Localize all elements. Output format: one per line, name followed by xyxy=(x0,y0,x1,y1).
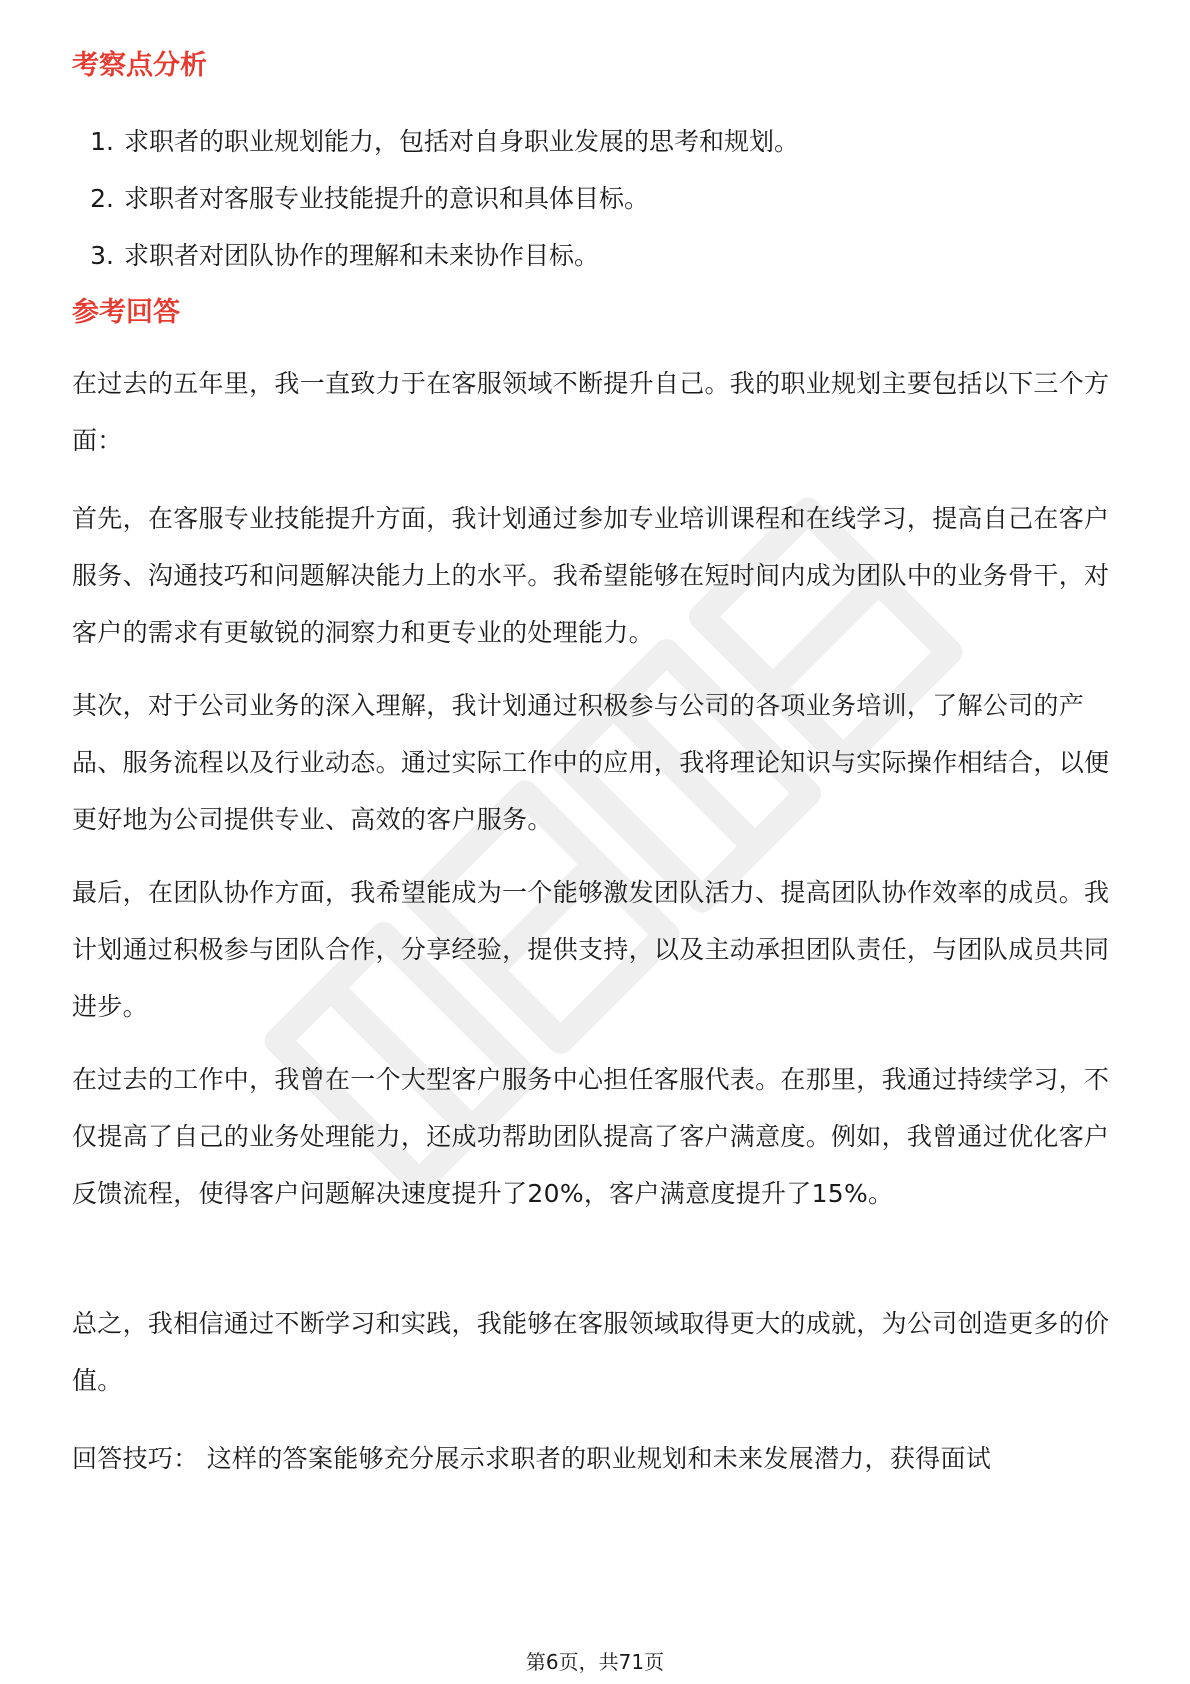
analysis-list xyxy=(72,125,799,296)
page-number: 第6页，共71页 xyxy=(525,1650,665,1674)
paragraph-summary: 总之，我相信通过不断学习和实践，我能够在客服领域取得更大的成就，为公司创造更多的价值。 xyxy=(72,1309,1110,1395)
list-item xyxy=(72,182,799,239)
list-item-text: 求职者对团队协作的理解和未来协作目标。 xyxy=(124,241,600,270)
list-item-number: 3. xyxy=(90,241,114,270)
list-item-text: 求职者的职业规划能力，包括对自身职业发展的思考和规划。 xyxy=(124,127,800,156)
list-item-text: 求职者对客服专业技能提升的意识和具体目标。 xyxy=(124,184,650,213)
list-item xyxy=(72,125,799,182)
paragraph-first: 首先，在客服专业技能提升方面，我计划通过参加专业培训课程和在线学习，提高自己在客户服务、沟通技巧和问题解决能力上的水平。我希望能够在短时间内成为团队中的业务骨干，对客户的需求有更敏锐的洞察力和更专业的处理能力。 xyxy=(72,504,1110,647)
list-item-number: 2. xyxy=(90,184,114,213)
paragraph-last: 最后，在团队协作方面，我希望能成为一个能够激发团队活力、提高团队协作效率的成员。我计划通过积极参与团队合作，分享经验，提供支持，以及主动承担团队责任，与团队成员共同进步。 xyxy=(72,878,1110,1021)
paragraph-intro: 在过去的五年里，我一直致力于在客服领域不断提升自己。我的职业规划主要包括以下三个方面： xyxy=(72,369,1110,455)
list-item xyxy=(72,239,799,296)
analysis-heading: 考察点分析 xyxy=(72,50,207,81)
paragraph-experience: 在过去的工作中，我曾在一个大型客户服务中心担任客服代表。在那里，我通过持续学习，不仅提高了自己的业务处理能力，还成功帮助团队提高了客户满意度。例如，我曾通过优化客户反馈流程，使得客户问题解决速度提升了20%，客户满意度提升了15%。 xyxy=(72,1065,1110,1208)
answer-heading: 参考回答 xyxy=(72,297,180,328)
paragraph-tips: 回答技巧： 这样的答案能够充分展示求职者的职业规划和未来发展潜力，获得面试 xyxy=(72,1444,992,1473)
paragraph-second: 其次，对于公司业务的深入理解，我计划通过积极参与公司的各项业务培训，了解公司的产品、服务流程以及行业动态。通过实际工作中的应用，我将理论知识与实际操作相结合，以便更好地为公司提供专业、高效的客户服务。 xyxy=(72,691,1110,834)
list-item-number: 1. xyxy=(90,127,114,156)
